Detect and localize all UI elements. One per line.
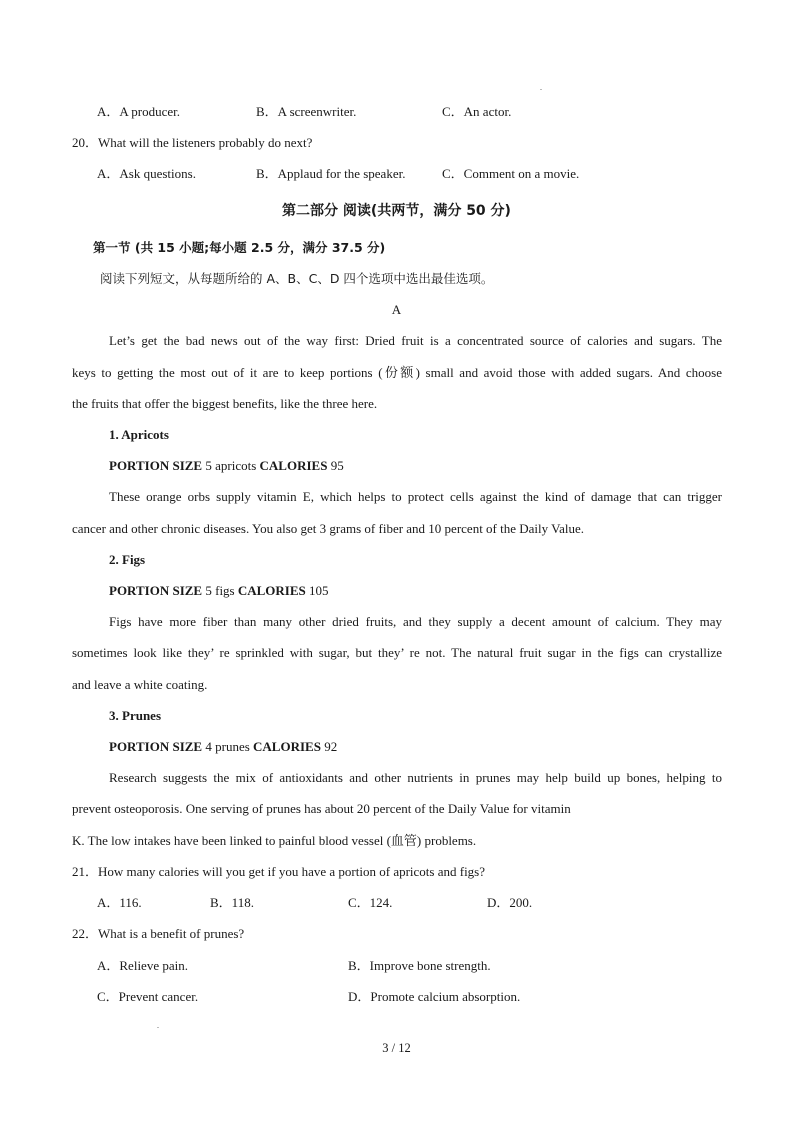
- calories-label: CALORIES: [253, 739, 321, 754]
- q19-option-a: A．A producer.: [97, 104, 181, 119]
- calories-label: CALORIES: [237, 583, 306, 598]
- intro-line-2: keys to getting the most out of it are to keep portions (份额) small and avoid those with added sugars. And choose: [72, 365, 722, 380]
- prunes-heading: 3. Prunes: [109, 708, 161, 723]
- portion-size-label: PORTION SIZE: [109, 739, 203, 754]
- portion-size-label: PORTION SIZE: [109, 458, 203, 473]
- portion-size-label: PORTION SIZE: [109, 583, 203, 598]
- q22-stem: 22．What is a benefit of prunes?: [72, 926, 245, 941]
- prunes-body-line-1: Research suggests the mix of antioxidants and other nutrients in prunes may help build up bones, helping to: [109, 770, 722, 785]
- q21-option-c: C．124.: [348, 895, 393, 910]
- part2-title: 第二部分 阅读(共两节，满分 50 分): [282, 203, 511, 219]
- q22-option-a: A．Relieve pain.: [97, 958, 188, 973]
- apricots-portion: [109, 458, 344, 474]
- section1-heading: 第一节 (共 15 小题;每小题 2.5 分，满分 37.5 分): [93, 240, 386, 255]
- prunes-body-line-3: K. The low intakes have been linked to painful blood vessel (血管) problems.: [72, 833, 477, 848]
- apricots-body-line-1: These orange orbs supply vitamin E, which helps to protect cells against the kind of damage that can trigger: [109, 489, 722, 504]
- q20-option-c: C．Comment on a movie.: [442, 166, 580, 181]
- q20-option-a: A．Ask questions.: [97, 166, 196, 181]
- portion-size-value: 5 figs: [205, 583, 235, 598]
- q19-option-c: C．An actor.: [442, 104, 512, 119]
- calories-value: 92: [324, 739, 338, 754]
- intro-line-3: the fruits that offer the biggest benefits, like the three here.: [72, 396, 378, 411]
- q19-option-b: B．A screenwriter.: [256, 104, 357, 119]
- portion-size-value: 5 apricots: [205, 458, 257, 473]
- prunes-portion: [109, 739, 337, 755]
- apricots-heading: 1. Apricots: [109, 427, 169, 442]
- passage-label: A: [391, 302, 402, 317]
- portion-size-value: 4 prunes: [205, 739, 250, 754]
- q21-stem: 21．How many calories will you get if you have a portion of apricots and figs?: [72, 864, 486, 879]
- q21-option-d: D．200.: [487, 895, 533, 910]
- apricots-body-line-2: cancer and other chronic diseases. You also get 3 grams of fiber and 10 percent of the Daily Value.: [72, 521, 585, 536]
- scan-speck: [157, 1027, 159, 1028]
- prunes-body-line-2: prevent osteoporosis. One serving of prunes has about 20 percent of the Daily Value for vitamin: [72, 801, 571, 816]
- q20-stem: 20．What will the listeners probably do next?: [72, 135, 313, 150]
- instructions: 阅读下列短文，从每题所给的 A、B、C、D 四个选项中选出最佳选项。: [100, 271, 494, 286]
- calories-label: CALORIES: [259, 458, 328, 473]
- calories-value: 95: [330, 458, 344, 473]
- q22-option-d: D．Promote calcium absorption.: [348, 989, 521, 1004]
- page-number: 3 / 12: [382, 1041, 411, 1055]
- figs-body-line-2: sometimes look like they’ re sprinkled with sugar, but they’ re not. The natural fruit sugar in the figs can crystallize: [72, 645, 722, 660]
- q21-option-a: A．116.: [97, 895, 142, 910]
- figs-body-line-3: and leave a white coating.: [72, 677, 208, 692]
- q22-option-c: C．Prevent cancer.: [97, 989, 199, 1004]
- q20-option-b: B．Applaud for the speaker.: [256, 166, 406, 181]
- figs-heading: 2. Figs: [109, 552, 146, 567]
- scan-speck: [540, 89, 542, 90]
- figs-portion: [109, 583, 329, 599]
- calories-value: 105: [309, 583, 329, 598]
- q22-option-b: B．Improve bone strength.: [348, 958, 491, 973]
- intro-line-1: Let’s get the bad news out of the way first: Dried fruit is a concentrated source of calories and sugars. The: [109, 333, 722, 348]
- figs-body-line-1: Figs have more fiber than many other dried fruits, and they supply a decent amount of calcium. They may: [109, 614, 722, 629]
- q21-option-b: B．118.: [210, 895, 254, 910]
